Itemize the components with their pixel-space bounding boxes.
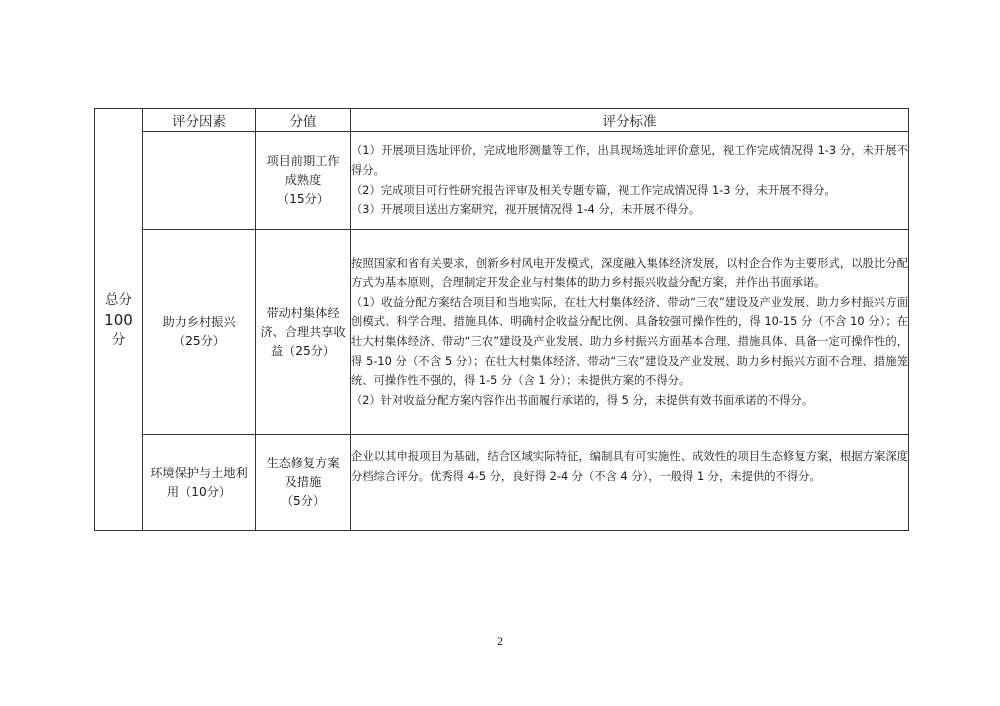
value-score: 益（25分）: [270, 343, 336, 358]
table-row: [95, 132, 909, 230]
value-name-line: 济、合理共享收: [260, 324, 346, 339]
total-score-cell: [95, 109, 143, 531]
header-factor: 评分因素: [143, 109, 256, 132]
value-name-line: 及措施: [284, 475, 322, 489]
total-unit: 分: [111, 331, 126, 348]
criteria-cell: [351, 132, 909, 230]
criteria-paragraph: 按照国家和省有关要求，创新乡村风电开发模式，深度融入集体经济发展，以村企合作为主要形式，以股比分配方式为基本原则，合理制定开发企业与村集体的助力乡村振兴收益分配方案，并作出书面承诺。: [351, 256, 908, 290]
total-value: 100: [104, 310, 133, 329]
total-label: 总分: [105, 291, 132, 308]
criteria-paragraph: 企业以其申报项目为基础，结合区域实际特征，编制具有可实施性、成效性的项目生态修复方案，根据方案深度分档综合评分。优秀得 4-5 分，良好得 2-4 分（不含 4 分），一般得 1 分，未提供的不得分。: [351, 450, 908, 483]
criteria-cell: [351, 230, 909, 435]
criteria-paragraph: （2）针对收益分配方案内容作出书面履行承诺的，得 5 分，未提供有效书面承诺的不得分。: [351, 393, 814, 407]
scoring-table: [94, 108, 909, 531]
factor-score: （25分）: [172, 334, 226, 348]
value-name-line: 带动村集体经: [266, 305, 340, 320]
criteria-cell: [351, 435, 909, 531]
table-row: [95, 435, 909, 531]
table-header-row: [95, 109, 909, 132]
page-number: 2: [497, 634, 503, 648]
factor-score: 用（10分）: [166, 484, 232, 499]
value-cell: [256, 435, 351, 531]
factor-cell: [143, 132, 256, 230]
criteria-paragraph: （1）开展项目选址评价，完成地形测量等工作，出具现场选址评价意见，视工作完成情况得 1-3 分，未开展不得分。: [351, 144, 908, 177]
value-name-line: 成熟度: [284, 173, 322, 187]
factor-cell: [143, 435, 256, 531]
table-row: [95, 230, 909, 435]
criteria-paragraph: （2）完成项目可行性研究报告评审及相关专题专篇，视工作完成情况得 1-3 分，未开展不得分。: [351, 183, 836, 197]
value-score: （15分）: [276, 192, 330, 206]
factor-cell: [143, 230, 256, 435]
value-cell: [256, 230, 351, 435]
criteria-paragraph: （1）收益分配方案结合项目和当地实际，在壮大村集体经济、带动“三农”建设及产业发展、助力乡村振兴方面创模式、科学合理、措施具体、明确村企收益分配比例、具备较强可操作性的，得 10-15 分（不含 10 分）；在壮大村集体经济、带动“三农”建设及产业发展、助力乡村振兴方面基本合理、措施具体、具备一定可操作性的，得 5-10 分（不含 5 分）；在壮大村集体经济、带动“三农”建设及产业发展、助力乡村振兴方面不合理、措施笼统、可操作性不强的，得 1-5 分（含 1 分）；未提供方案的不得分。: [351, 295, 908, 388]
value-score: （5分）: [280, 494, 326, 508]
factor-name: 环境保护与土地利: [150, 465, 248, 480]
value-cell: [256, 132, 351, 230]
value-name-line: 项目前期工作: [266, 154, 340, 168]
header-value: 分值: [256, 109, 351, 132]
value-name-line: 生态修复方案: [266, 456, 340, 470]
header-criteria: 评分标准: [351, 109, 909, 132]
factor-name: 助力乡村振兴: [162, 315, 236, 329]
criteria-paragraph: （3）开展项目送出方案研究，视开展情况得 1-4 分，未开展不得分。: [351, 203, 701, 217]
